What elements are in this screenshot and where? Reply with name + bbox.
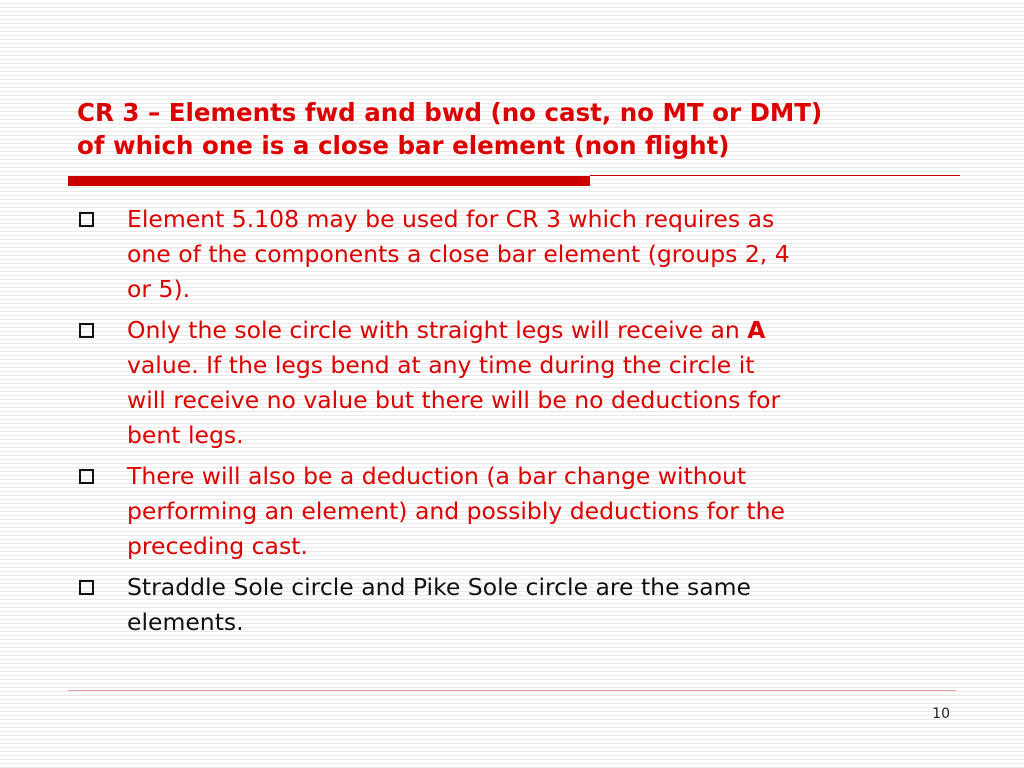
title-line: of which one is a close bar element (non flight) <box>77 131 730 160</box>
bullet-line-text: Only the sole circle with straight legs will receive an <box>127 316 748 344</box>
bullet-item <box>76 570 956 640</box>
footer-rule <box>68 690 956 691</box>
bullet-text <box>127 202 956 307</box>
title-underline-thin <box>590 175 960 176</box>
bullet-line: performing an element) and possibly deductions for the <box>127 497 785 525</box>
bullet-line: preceding cast. <box>127 532 308 560</box>
bullet-line: elements. <box>127 608 244 636</box>
bullet-line: Element 5.108 may be used for CR 3 which requires as <box>127 205 775 233</box>
bullet-line: There will also be a deduction (a bar change without <box>127 462 747 490</box>
page-number: 10 <box>932 706 950 722</box>
bullet-item <box>76 459 956 564</box>
bullet-item <box>76 313 956 453</box>
bullet-line: Straddle Sole circle and Pike Sole circle are the same <box>127 573 752 601</box>
hollow-square-bullet-icon <box>79 212 94 227</box>
hollow-square-bullet-icon <box>79 469 94 484</box>
bullet-text <box>127 570 956 640</box>
bullet-item <box>76 202 956 307</box>
bullet-text <box>127 459 956 564</box>
bullet-text <box>127 313 956 453</box>
bullet-line: or 5). <box>127 275 191 303</box>
bullet-line: will receive no value but there will be no deductions for <box>127 386 781 414</box>
bold-value-letter: A <box>747 316 766 344</box>
bullet-line: value. If the legs bend at any time during the circle it <box>127 351 755 379</box>
title-line: CR 3 – Elements fwd and bwd (no cast, no MT or DMT) <box>77 98 823 127</box>
hollow-square-bullet-icon <box>79 580 94 595</box>
bullet-line: bent legs. <box>127 421 244 449</box>
bullet-line: one of the components a close bar element (groups 2, 4 <box>127 240 790 268</box>
bullet-line <box>127 313 956 348</box>
hollow-square-bullet-icon <box>79 323 94 338</box>
slide-title <box>77 96 977 162</box>
bullet-list <box>76 202 956 646</box>
title-underline-thick <box>68 176 590 186</box>
